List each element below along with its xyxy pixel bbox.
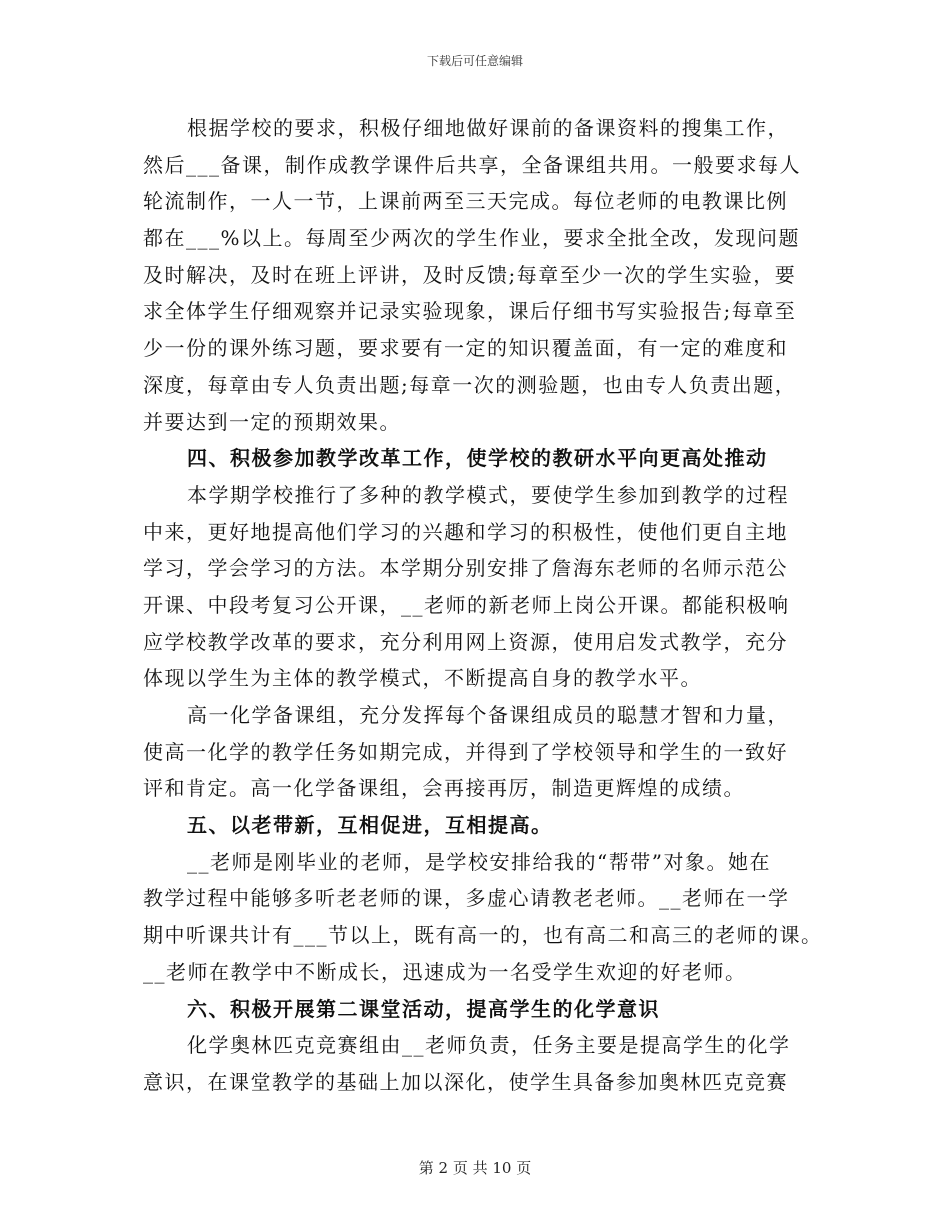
paragraph-line: 都在___%以上。每周至少两次的学生作业，要求全批全改，发现问题 (143, 226, 801, 251)
paragraph-line: 求全体学生仔细观察并记录实验现象，课后仔细书写实验报告;每章至 (143, 299, 797, 324)
paragraph-line: 少一份的课外练习题，要求要有一定的知识覆盖面，有一定的难度和 (143, 336, 788, 361)
paragraph-line: 开课、中段考复习公开课，__老师的新老师上岗公开课。都能积极响 (143, 592, 790, 617)
paragraph-line: 意识，在课堂教学的基础上加以深化，使学生具备参加奥林匹克竞赛 (143, 1069, 788, 1094)
section-heading-5: 五、以老带新，互相促进，互相提高。 (187, 813, 553, 838)
paragraph-line: __老师是刚毕业的老师，是学校安排给我的“帮带”对象。她在 (187, 849, 771, 874)
paragraph-line: 教学过程中能够多听老老师的课，多虚心请教老老师。__老师在一学 (143, 886, 790, 911)
paragraph-line: 体现以学生为主体的教学模式，不断提高自身的教学水平。 (143, 666, 702, 691)
section-heading-6: 六、积极开展第二课堂活动，提高学生的化学意识 (187, 996, 660, 1021)
paragraph-line: 评和肯定。高一化学备课组，会再接再厉，制造更辉煌的成绩。 (143, 776, 745, 801)
paragraph-line: 并要达到一定的预期效果。 (143, 409, 401, 434)
paragraph-line: 期中听课共计有___节以上，既有高一的，也有高二和高三的老师的课。 (143, 923, 823, 948)
paragraph-line: 使高一化学的教学任务如期完成，并得到了学校领导和学生的一致好 (143, 739, 788, 764)
paragraph-line: 轮流制作，一人一节，上课前两至三天完成。每位老师的电教课比例 (143, 189, 788, 214)
paragraph-line: 高一化学备课组，充分发挥每个备课组成员的聪慧才智和力量， (187, 703, 789, 727)
section-heading-4: 四、积极参加教学改革工作，使学校的教研水平向更高处推动 (187, 446, 768, 471)
page-header-note: 下载后可任意编辑 (426, 54, 523, 68)
paragraph-line: __老师在教学中不断成长，迅速成为一名受学生欢迎的好老师。 (143, 959, 747, 984)
paragraph-line: 根据学校的要求，积极仔细地做好课前的备课资料的搜集工作， (187, 116, 789, 140)
paragraph-line: 深度，每章由专人负责出题;每章一次的测验题，也由专人负责出题， (143, 372, 797, 397)
page-number-footer: 第 2 页 共 10 页 (418, 1159, 532, 1177)
document-body (143, 110, 823, 1101)
paragraph-line: 及时解决，及时在班上评讲，及时反馈;每章至少一次的学生实验，要 (143, 262, 797, 287)
paragraph-line: 中来，更好地提高他们学习的兴趣和学习的积极性，使他们更自主地 (143, 519, 788, 544)
paragraph-line: 应学校教学改革的要求，充分利用网上资源，使用启发式教学，充分 (143, 629, 788, 654)
paragraph-line: 学习，学会学习的方法。本学期分别安排了詹海东老师的名师示范公 (143, 556, 788, 581)
paragraph-line: 本学期学校推行了多种的教学模式，要使学生参加到教学的过程 (187, 482, 789, 507)
paragraph-line: 化学奥林匹克竞赛组由__老师负责，任务主要是提高学生的化学 (187, 1033, 791, 1058)
paragraph-line: 然后___备课，制作成教学课件后共享，全备课组共用。一般要求每人 (143, 152, 801, 177)
